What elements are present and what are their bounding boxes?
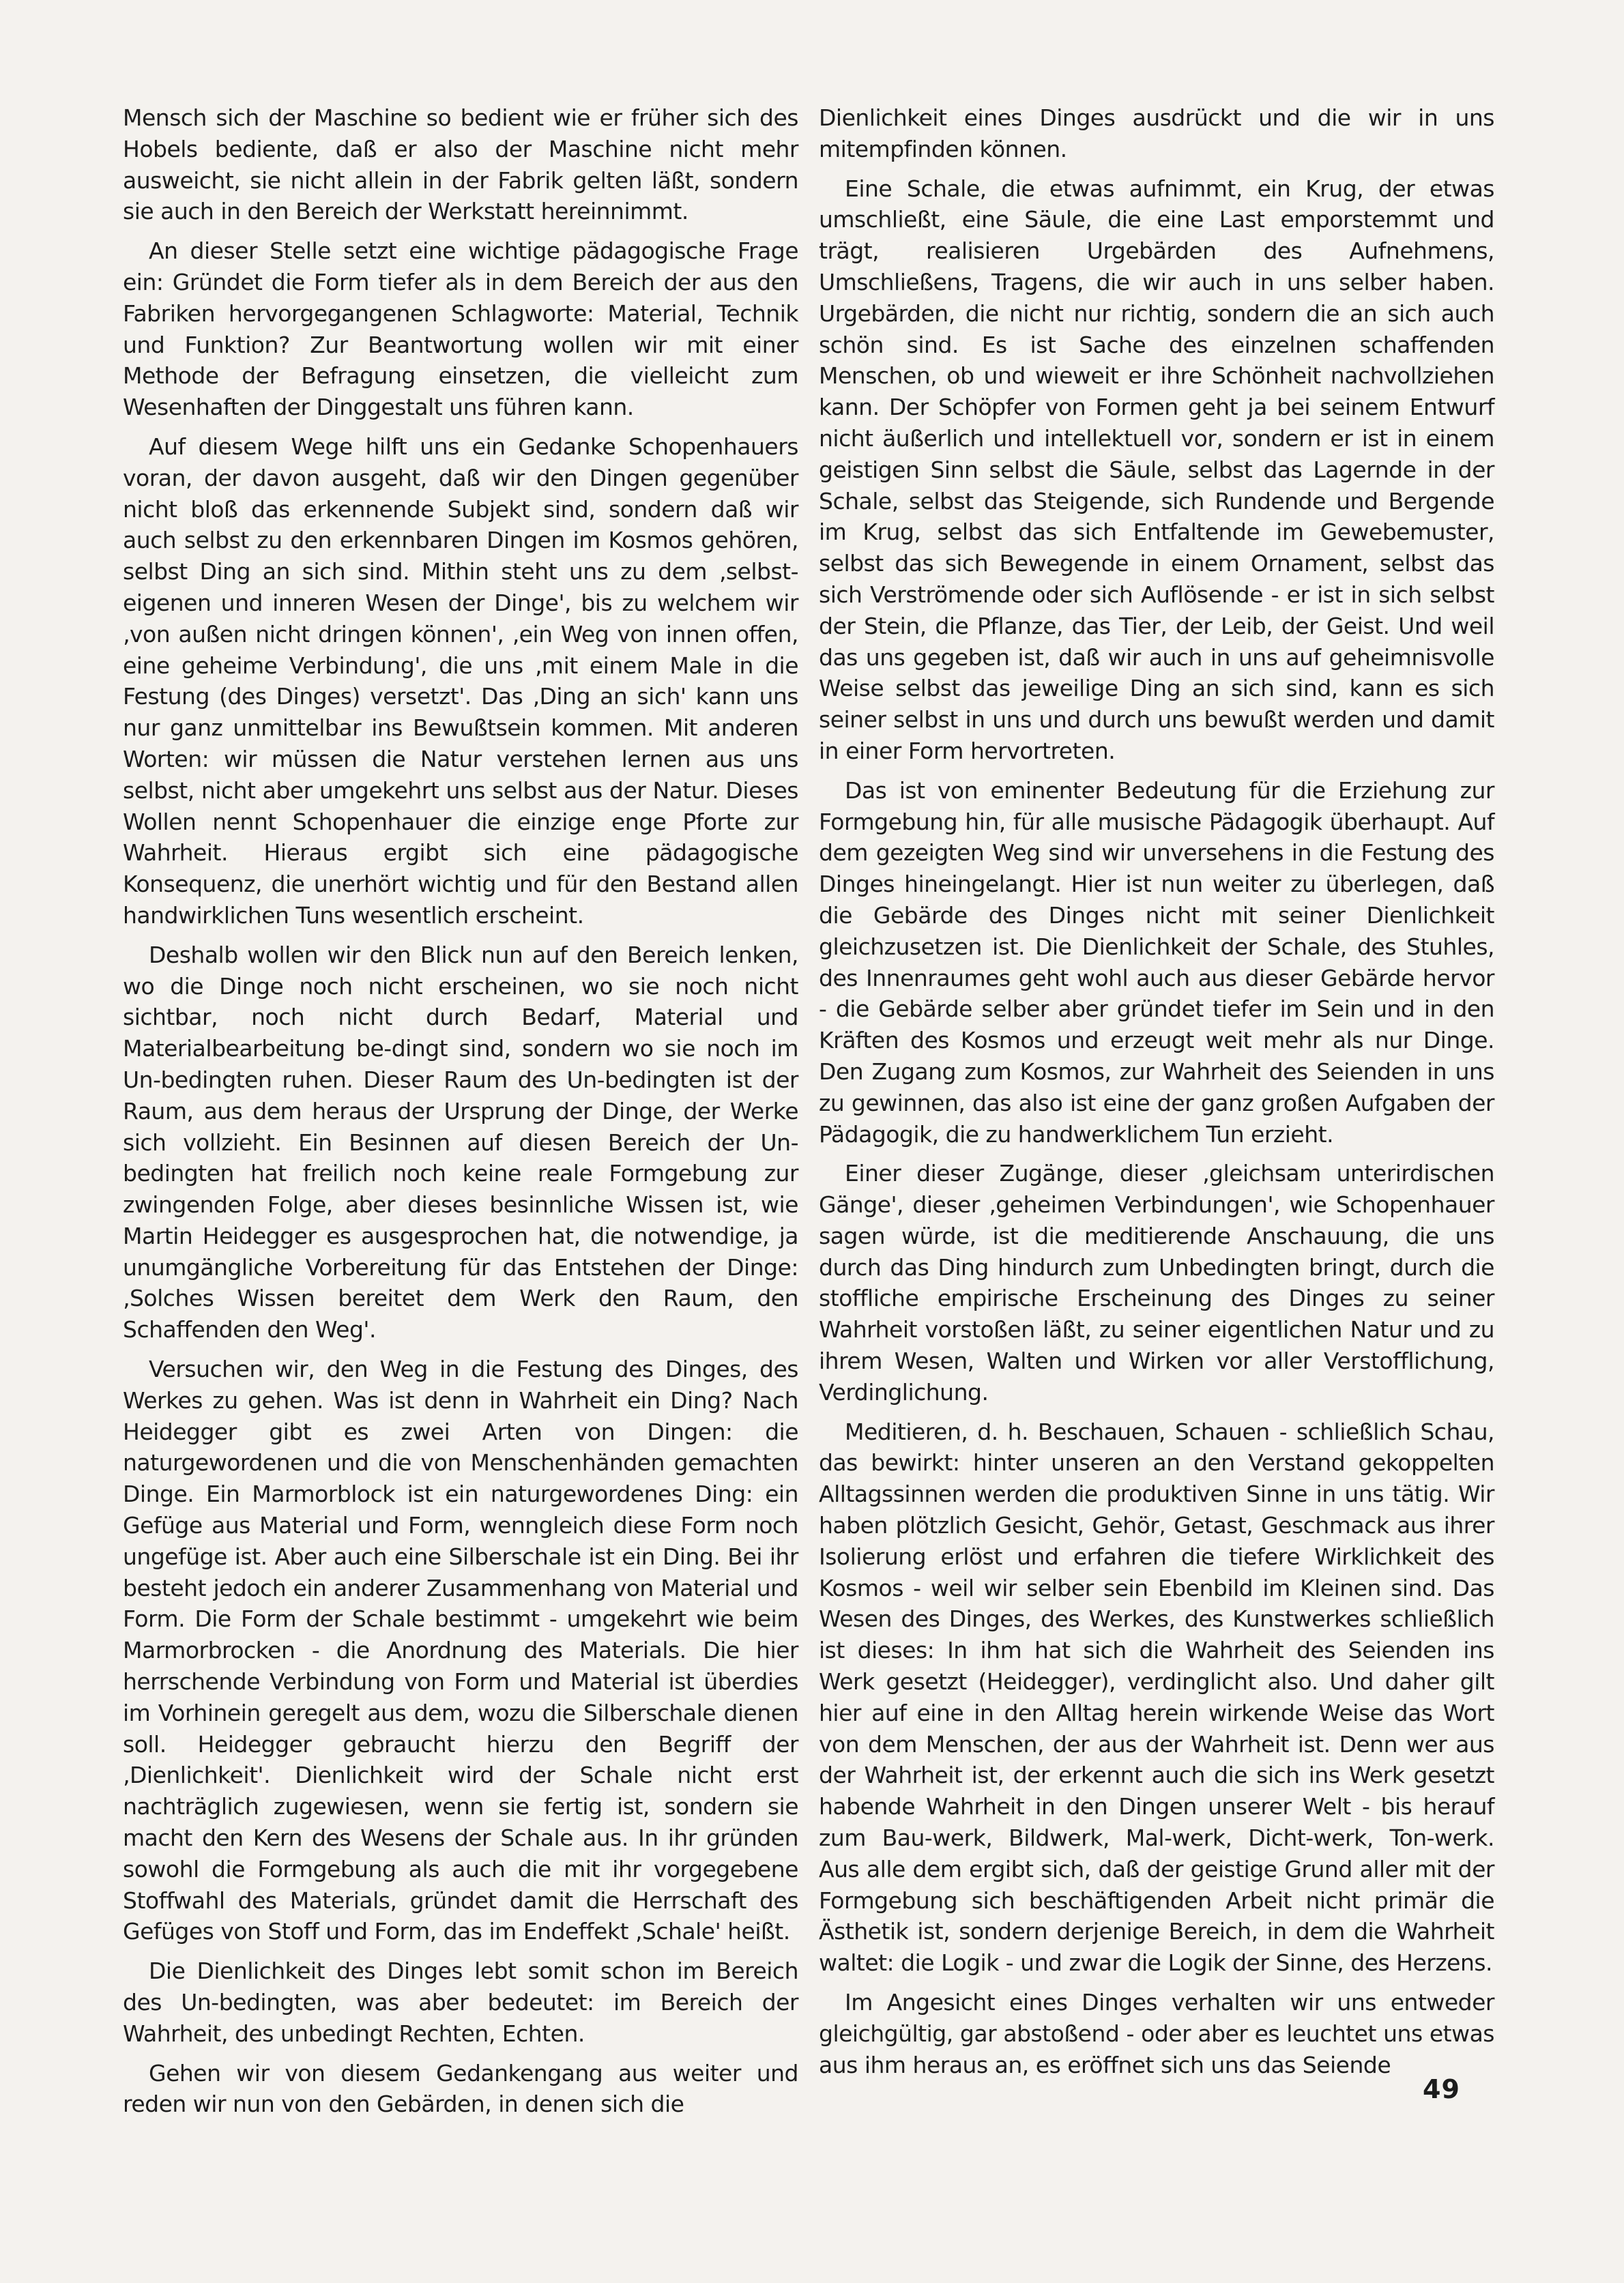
paragraph: Gehen wir von diesem Gedankengang aus weiter und reden wir nun von den Gebärden, in denen sich die (123, 2059, 798, 2118)
paragraph: An dieser Stelle setzt eine wichtige pädagogische Frage ein: Gründet die Form tiefer als in dem Bereich der aus den Fabriken hervorgegangenen Schlagworte: Material, Technik und Funktion? Zur Beantwortung wollen wir mit einer Methode der Befragung einsetzen, die vielleicht zum Wesenhaften der Dinggestalt uns führen kann. (123, 237, 798, 421)
paragraph: Deshalb wollen wir den Blick nun auf den Bereich lenken, wo die Dinge noch nicht erscheinen, wo sie noch nicht sichtbar, noch nicht durch Bedarf, Material und Materialbearbeitung be-dingt sind, sondern wo sie noch im Un-bedingten ruhen. Dieser Raum des Un-bedingten ist der Raum, aus dem heraus der Ursprung der Dinge, der Werke sich vollzieht. Ein Besinnen auf diesen Bereich der Un-bedingten hat freilich noch keine reale Formgebung zur zwingenden Folge, aber dieses besinnliche Wissen ist, wie Martin Heidegger es ausgesprochen hat, die notwendige, ja unumgängliche Vorbereitung für das Entstehen der Dinge: ‚Solches Wissen bereitet dem Werk den Raum, den Schaffenden den Weg'. (123, 941, 798, 1343)
paragraph: Auf diesem Wege hilft uns ein Gedanke Schopenhauers voran, der davon ausgeht, daß wir den Dingen gegenüber nicht bloß das erkennende Subjekt sind, sondern daß wir auch selbst zu den erkennbaren Dingen im Kosmos gehören, selbst Ding an sich sind. Mithin steht uns zu dem ‚selbst-eigenen und inneren Wesen der Dinge', bis zu welchem wir ‚von außen nicht dringen können', ‚ein Weg von innen offen, eine geheime Verbindung', die uns ‚mit einem Male in die Festung (des Dinges) versetzt'. Das ‚Ding an sich' kann uns nur ganz unmittelbar ins Bewußtsein kommen. Mit anderen Worten: wir müssen die Natur verstehen lernen aus uns selbst, nicht aber umgekehrt uns selbst aus der Natur. Dieses Wollen nennt Schopenhauer die einzige enge Pforte zur Wahrheit. Hieraus ergibt sich eine pädagogische Konsequenz, die unerhört wichtig und für den Bestand allen handwirklichen Tuns wesentlich erscheint. (123, 433, 798, 929)
paragraph: Dienlichkeit eines Dinges ausdrückt und die wir in uns mitempfinden können. (819, 104, 1494, 162)
right-column (819, 102, 1494, 2089)
paragraph: Eine Schale, die etwas aufnimmt, ein Krug, der etwas umschließt, eine Säule, die eine Last emporstemmt und trägt, realisieren Urgebärden des Aufnehmens, Umschließens, Tragens, die wir auch in uns selber haben. Urgebärden, die nicht nur richtig, sondern die an sich auch schön sind. Es ist Sache des einzelnen schaffenden Menschen, ob und wieweit er ihre Schönheit nachvollziehen kann. Der Schöpfer von Formen geht ja bei seinem Entwurf nicht äußerlich und intellektuell vor, sondern er ist in einem geistigen Sinn selbst die Säule, selbst das Lagernde in der Schale, selbst das Steigende, sich Rundende und Bergende im Krug, selbst das sich Entfaltende im Gewebemuster, selbst das sich Bewegende in einem Ornament, selbst das sich Verströmende oder sich Auflösende - er ist in sich selbst der Stein, die Pflanze, das Tier, der Leib, der Geist. Und weil das uns gegeben ist, daß wir auch in uns auf geheimnisvolle Weise selbst das jeweilige Ding an sich sind, kann es sich seiner selbst in uns und durch uns bewußt werden und damit in einer Form hervortreten. (819, 175, 1494, 764)
page-number: 49 (1423, 2074, 1460, 2104)
paragraph: Versuchen wir, den Weg in die Festung des Dinges, des Werkes zu gehen. Was ist denn in Wahrheit ein Ding? Nach Heidegger gibt es zwei Arten von Dingen: die naturgewordenen und die von Menschenhänden gemachten Dinge. Ein Marmorblock ist ein naturgewordenes Ding: ein Gefüge aus Material und Form, wenngleich diese Form noch ungefüge ist. Aber auch eine Silberschale ist ein Ding. Bei ihr besteht jedoch ein anderer Zusammenhang von Material und Form. Die Form der Schale bestimmt - umgekehrt wie beim Marmorbrocken - die Anordnung des Materials. Die hier herrschende Verbindung von Form und Material ist überdies im Vorhinein geregelt aus dem, wozu die Silberschale dienen soll. Heidegger gebraucht hierzu den Begriff der ‚Dienlichkeit'. Dienlichkeit wird der Schale nicht erst nachträglich zugewiesen, wenn sie fertig ist, sondern sie macht den Kern des Wesens der Schale aus. In ihr gründen sowohl die Formgebung als auch die mit ihr vorgegebene Stoffwahl des Materials, gründet damit die Herrschaft des Gefüges von Stoff und Form, das im Endeffekt ‚Schale' heißt. (123, 1356, 798, 1945)
paragraph: Das ist von eminenter Bedeutung für die Erziehung zur Formgebung hin, für alle musische Pädagogik überhaupt. Auf dem gezeigten Weg sind wir unversehens in die Festung des Dinges hineingelangt. Hier ist nun weiter zu überlegen, daß die Gebärde des Dinges nicht mit seiner Dienlichkeit gleichzusetzen ist. Die Dienlichkeit der Schale, des Stuhles, des Innenraumes geht wohl auch aus dieser Gebärde hervor - die Gebärde selber aber gründet tiefer im Sein und in den Kräften des Kosmos und erzeugt weit mehr als nur Dinge. Den Zugang zum Kosmos, zur Wahrheit des Seienden in uns zu gewinnen, das also ist eine der ganz großen Aufgaben der Pädagogik, die zu handwerklichem Tun erzieht. (819, 776, 1494, 1148)
paragraph: Einer dieser Zugänge, dieser ‚gleichsam unterirdischen Gänge', dieser ‚geheimen Verbindungen', wie Schopenhauer sagen würde, ist die meditierende Anschauung, die uns durch das Ding hindurch zum Unbedingten bringt, durch die stoffliche empirische Erscheinung des Dinges zu seiner Wahrheit vorstoßen läßt, zu seiner eigentlichen Natur und zu ihrem Wesen, Walten und Wirken vor aller Verstofflichung, Verdinglichung. (819, 1160, 1494, 1406)
paragraph: Meditieren, d. h. Beschauen, Schauen - schließlich Schau, das bewirkt: hinter unseren an den Verstand gekoppelten Alltagssinnen werden die produktiven Sinne in uns tätig. Wir haben plötzlich Gesicht, Gehör, Getast, Geschmack aus ihrer Isolierung erlöst und erfahren die tiefere Wirklichkeit des Kosmos - weil wir selber sein Ebenbild im Kleinen sind. Das Wesen des Dinges, des Werkes, des Kunstwerkes schließlich ist dieses: In ihm hat sich die Wahrheit des Seienden ins Werk gesetzt (Heidegger), verdinglicht also. Und daher gilt hier auf eine in den Alltag herein wirkende Weise das Wort von dem Menschen, der aus der Wahrheit ist. Denn wer aus der Wahrheit ist, der erkennt auch die sich ins Werk gesetzt habende Wahrheit in den Dingen unserer Welt - bis herauf zum Bau-werk, Bildwerk, Mal-werk, Dicht-werk, Ton-werk. Aus alle dem ergibt sich, daß der geistige Grund aller mit der Formgebung sich beschäftigenden Arbeit nicht primär die Ästhetik ist, sondern derjenige Bereich, in dem die Wahrheit waltet: die Logik - und zwar die Logik der Sinne, des Herzens. (819, 1418, 1494, 1977)
paragraph: Im Angesicht eines Dinges verhalten wir uns entweder gleichgültig, gar abstoßend - oder aber es leuchtet uns etwas aus ihm heraus an, es eröffnet sich uns das Seiende (819, 1989, 1494, 2078)
left-column (123, 102, 798, 2128)
paragraph: Mensch sich der Maschine so bedient wie er früher sich des Hobels bediente, daß er also der Maschine nicht mehr ausweicht, sie nicht allein in der Fabrik gelten läßt, sondern sie auch in den Bereich der Werkstatt hereinnimmt. (123, 104, 798, 225)
paragraph: Die Dienlichkeit des Dinges lebt somit schon im Bereich des Un-bedingten, was aber bedeutet: im Bereich der Wahrheit, des unbedingt Rechten, Echten. (123, 1958, 798, 2047)
